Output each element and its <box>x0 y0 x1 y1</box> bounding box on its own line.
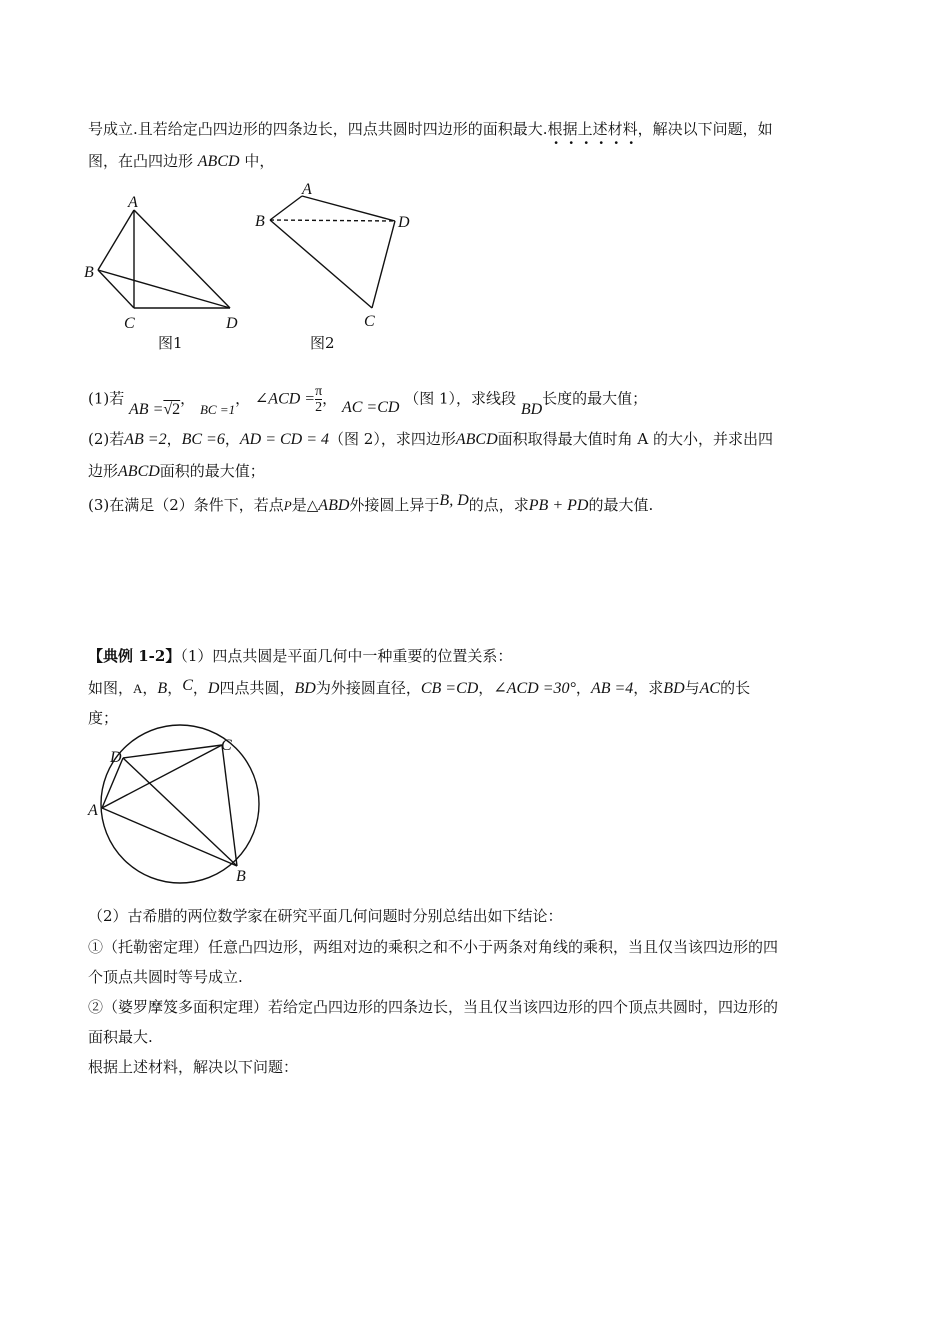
vertex-label-b: B <box>255 213 265 230</box>
part2-item2-line2: 面积最大. <box>88 1028 153 1046</box>
edge-ab <box>98 210 134 270</box>
vertex-label-c: C <box>124 315 135 332</box>
intro-line-1: 号成立.且若给定凸四边形的四条边长，四点共圆时四边形的面积最大.根据上述材料，解决以下问题，如 <box>88 120 773 138</box>
edge-ad <box>302 196 395 221</box>
diagonal-bd-dashed <box>270 220 395 221</box>
emphasis-char: 料 <box>622 120 638 138</box>
emphasis-char: 据 <box>562 120 578 138</box>
part2-item1-line2: 个顶点共圆时等号成立. <box>88 968 243 986</box>
emphasis-char: 根 <box>547 120 563 138</box>
figure-1 <box>80 190 260 360</box>
example-line-3: 度； <box>88 709 119 727</box>
sqrt-2: √2 <box>163 400 181 418</box>
part2-intro: （2）古希腊的两位数学家在研究平面几何问题时分别总结出如下结论： <box>88 907 563 925</box>
edge-bc <box>270 220 372 308</box>
vertex-label-b: B <box>84 264 94 281</box>
figure-1-caption: 图1 <box>158 334 183 352</box>
figure-3-circle <box>80 728 280 888</box>
figure-2 <box>250 178 430 358</box>
edge-ad <box>134 210 230 308</box>
vertex-label-d: D <box>226 315 238 332</box>
figure-2-caption: 图2 <box>310 334 335 352</box>
fraction-pi-over-2: $\frac{\pi}{2}$ <box>315 384 323 415</box>
vertex-label-a: A <box>128 194 138 211</box>
edge-cb <box>222 745 237 866</box>
part2-closing: 根据上述材料，解决以下问题： <box>88 1058 299 1076</box>
emphasis-char: 材 <box>607 120 623 138</box>
vertex-label-a: A <box>88 802 98 819</box>
vertex-label-d: D <box>110 749 122 766</box>
vertex-label-c: C <box>364 313 375 330</box>
emphasis-char: 上 <box>577 120 593 138</box>
vertex-label-b: B <box>236 868 246 885</box>
part2-item1-line1: ①（托勒密定理）任意凸四边形，两组对边的乘积之和不小于两条对角线的乘积，当且仅当该四边形的四 <box>88 938 779 956</box>
edge-cd <box>372 221 395 308</box>
example-line-2: 如图，A，B，C，D四点共圆，BD为外接圆直径，CB =CD，∠ACD =30°，AB =4，求BD与AC的长 <box>88 677 751 697</box>
edge-bd <box>98 270 230 308</box>
part2-item2-line1: ②（婆罗摩笈多面积定理）若给定凸四边形的四条边长，当且仅当该四边形的四个顶点共圆时，四边形的 <box>88 998 779 1016</box>
edge-dc <box>123 745 222 758</box>
question-3: (3)在满足（2）条件下，若点P是△ABD外接圆上异于B, D的点，求PB + PD的最大值. <box>88 492 654 514</box>
vertex-label-d: D <box>398 214 410 231</box>
vertex-label-c: C <box>221 737 232 754</box>
example-title-line: 【典例 1-2】（1）四点共圆是平面几何中一种重要的位置关系： <box>88 647 513 665</box>
example-title: 【典例 1-2】 <box>88 647 181 665</box>
edge-ab <box>270 196 302 220</box>
question-2-line-1: (2)若AB =2，BC =6，AD = CD = 4（图 2），求四边形ABCD面积取得最大值时角 A 的大小，并求出四 <box>88 430 773 448</box>
question-1: (1)若 AB =√2， BC =1， ∠ACD = $\frac{\pi}{2}$ ， AC =CD （图 1），求线段 BD长度的最大值； <box>88 384 648 418</box>
edge-db <box>123 758 237 866</box>
circumcircle <box>101 725 259 883</box>
vertex-label-a: A <box>302 181 312 198</box>
question-2-line-2: 边形ABCD面积的最大值； <box>88 462 265 480</box>
intro-line-2: 图，在凸四边形 ABCD 中， <box>88 152 275 170</box>
emphasis-char: 述 <box>592 120 608 138</box>
